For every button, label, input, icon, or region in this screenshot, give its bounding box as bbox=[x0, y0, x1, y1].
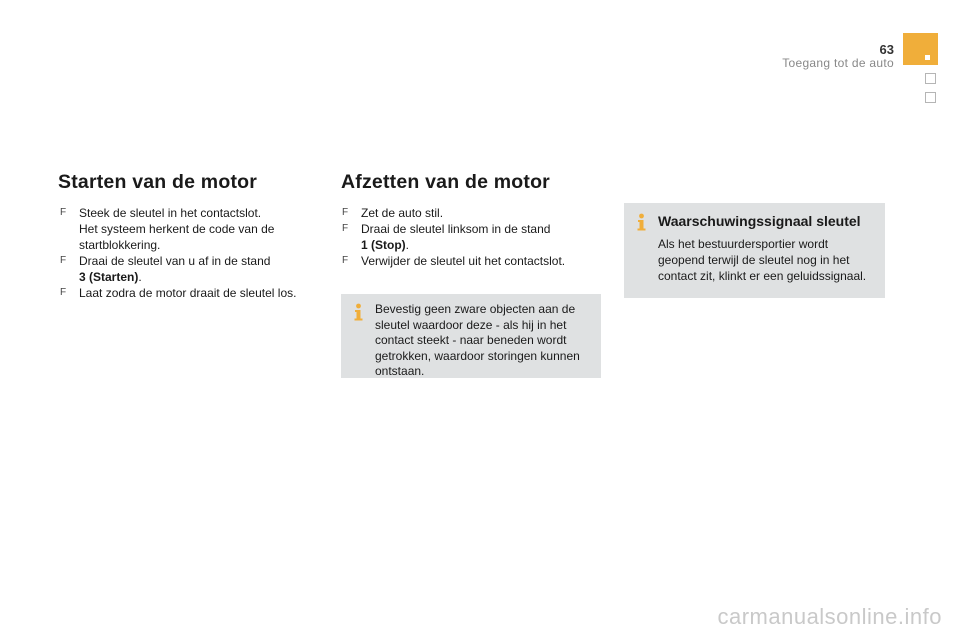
heading-starten: Starten van de motor bbox=[58, 171, 258, 193]
list-item: F Steek de sleutel in het contactslot. Het systeem herkent de code van de startblokkering. bbox=[60, 206, 275, 252]
steps-starten bbox=[60, 205, 330, 301]
note-text: Bevestig geen zware objecten aan de sleutel waardoor deze - als hij in het contact steekt - naar beneden wordt getrokken, waardoor storingen kunnen ontstaan. bbox=[375, 302, 580, 378]
arrow-bullet-icon: F bbox=[342, 255, 349, 266]
page-number: 63 bbox=[879, 42, 894, 57]
arrow-bullet-icon: F bbox=[60, 207, 67, 218]
tab-dot-icon bbox=[925, 55, 930, 60]
info-icon bbox=[351, 303, 366, 321]
section-title: Toegang tot de auto bbox=[782, 56, 894, 70]
list-item: F Laat zodra de motor draait de sleutel los. bbox=[60, 286, 297, 300]
chapter-tab[interactable] bbox=[925, 92, 936, 103]
steps-afzetten bbox=[342, 205, 612, 269]
arrow-bullet-icon: F bbox=[60, 255, 67, 266]
watermark: carmanualsonline.info bbox=[717, 604, 942, 629]
arrow-bullet-icon: F bbox=[342, 223, 349, 234]
warning-box-text: Als het bestuurdersportier wordt geopend terwijl de sleutel nog in het contact zit, klinkt er een geluidssignaal. bbox=[658, 237, 867, 283]
arrow-bullet-icon: F bbox=[60, 287, 67, 298]
active-chapter-tab[interactable] bbox=[903, 33, 938, 65]
list-item: F Draai de sleutel linksom in de stand 1 (Stop). bbox=[342, 222, 551, 252]
heading-afzetten: Afzetten van de motor bbox=[341, 171, 550, 193]
list-item: F Zet de auto stil. bbox=[342, 206, 444, 220]
warning-box bbox=[624, 203, 885, 298]
info-icon bbox=[634, 213, 649, 231]
list-item: F Verwijder de sleutel uit het contactslot. bbox=[342, 254, 566, 268]
note-box bbox=[341, 294, 601, 378]
list-item: F Draai de sleutel van u af in de stand 3 (Starten). bbox=[60, 254, 271, 284]
warning-box-title: Waarschuwingssignaal sleutel bbox=[658, 213, 861, 229]
chapter-tab[interactable] bbox=[925, 73, 936, 84]
arrow-bullet-icon: F bbox=[342, 207, 349, 218]
